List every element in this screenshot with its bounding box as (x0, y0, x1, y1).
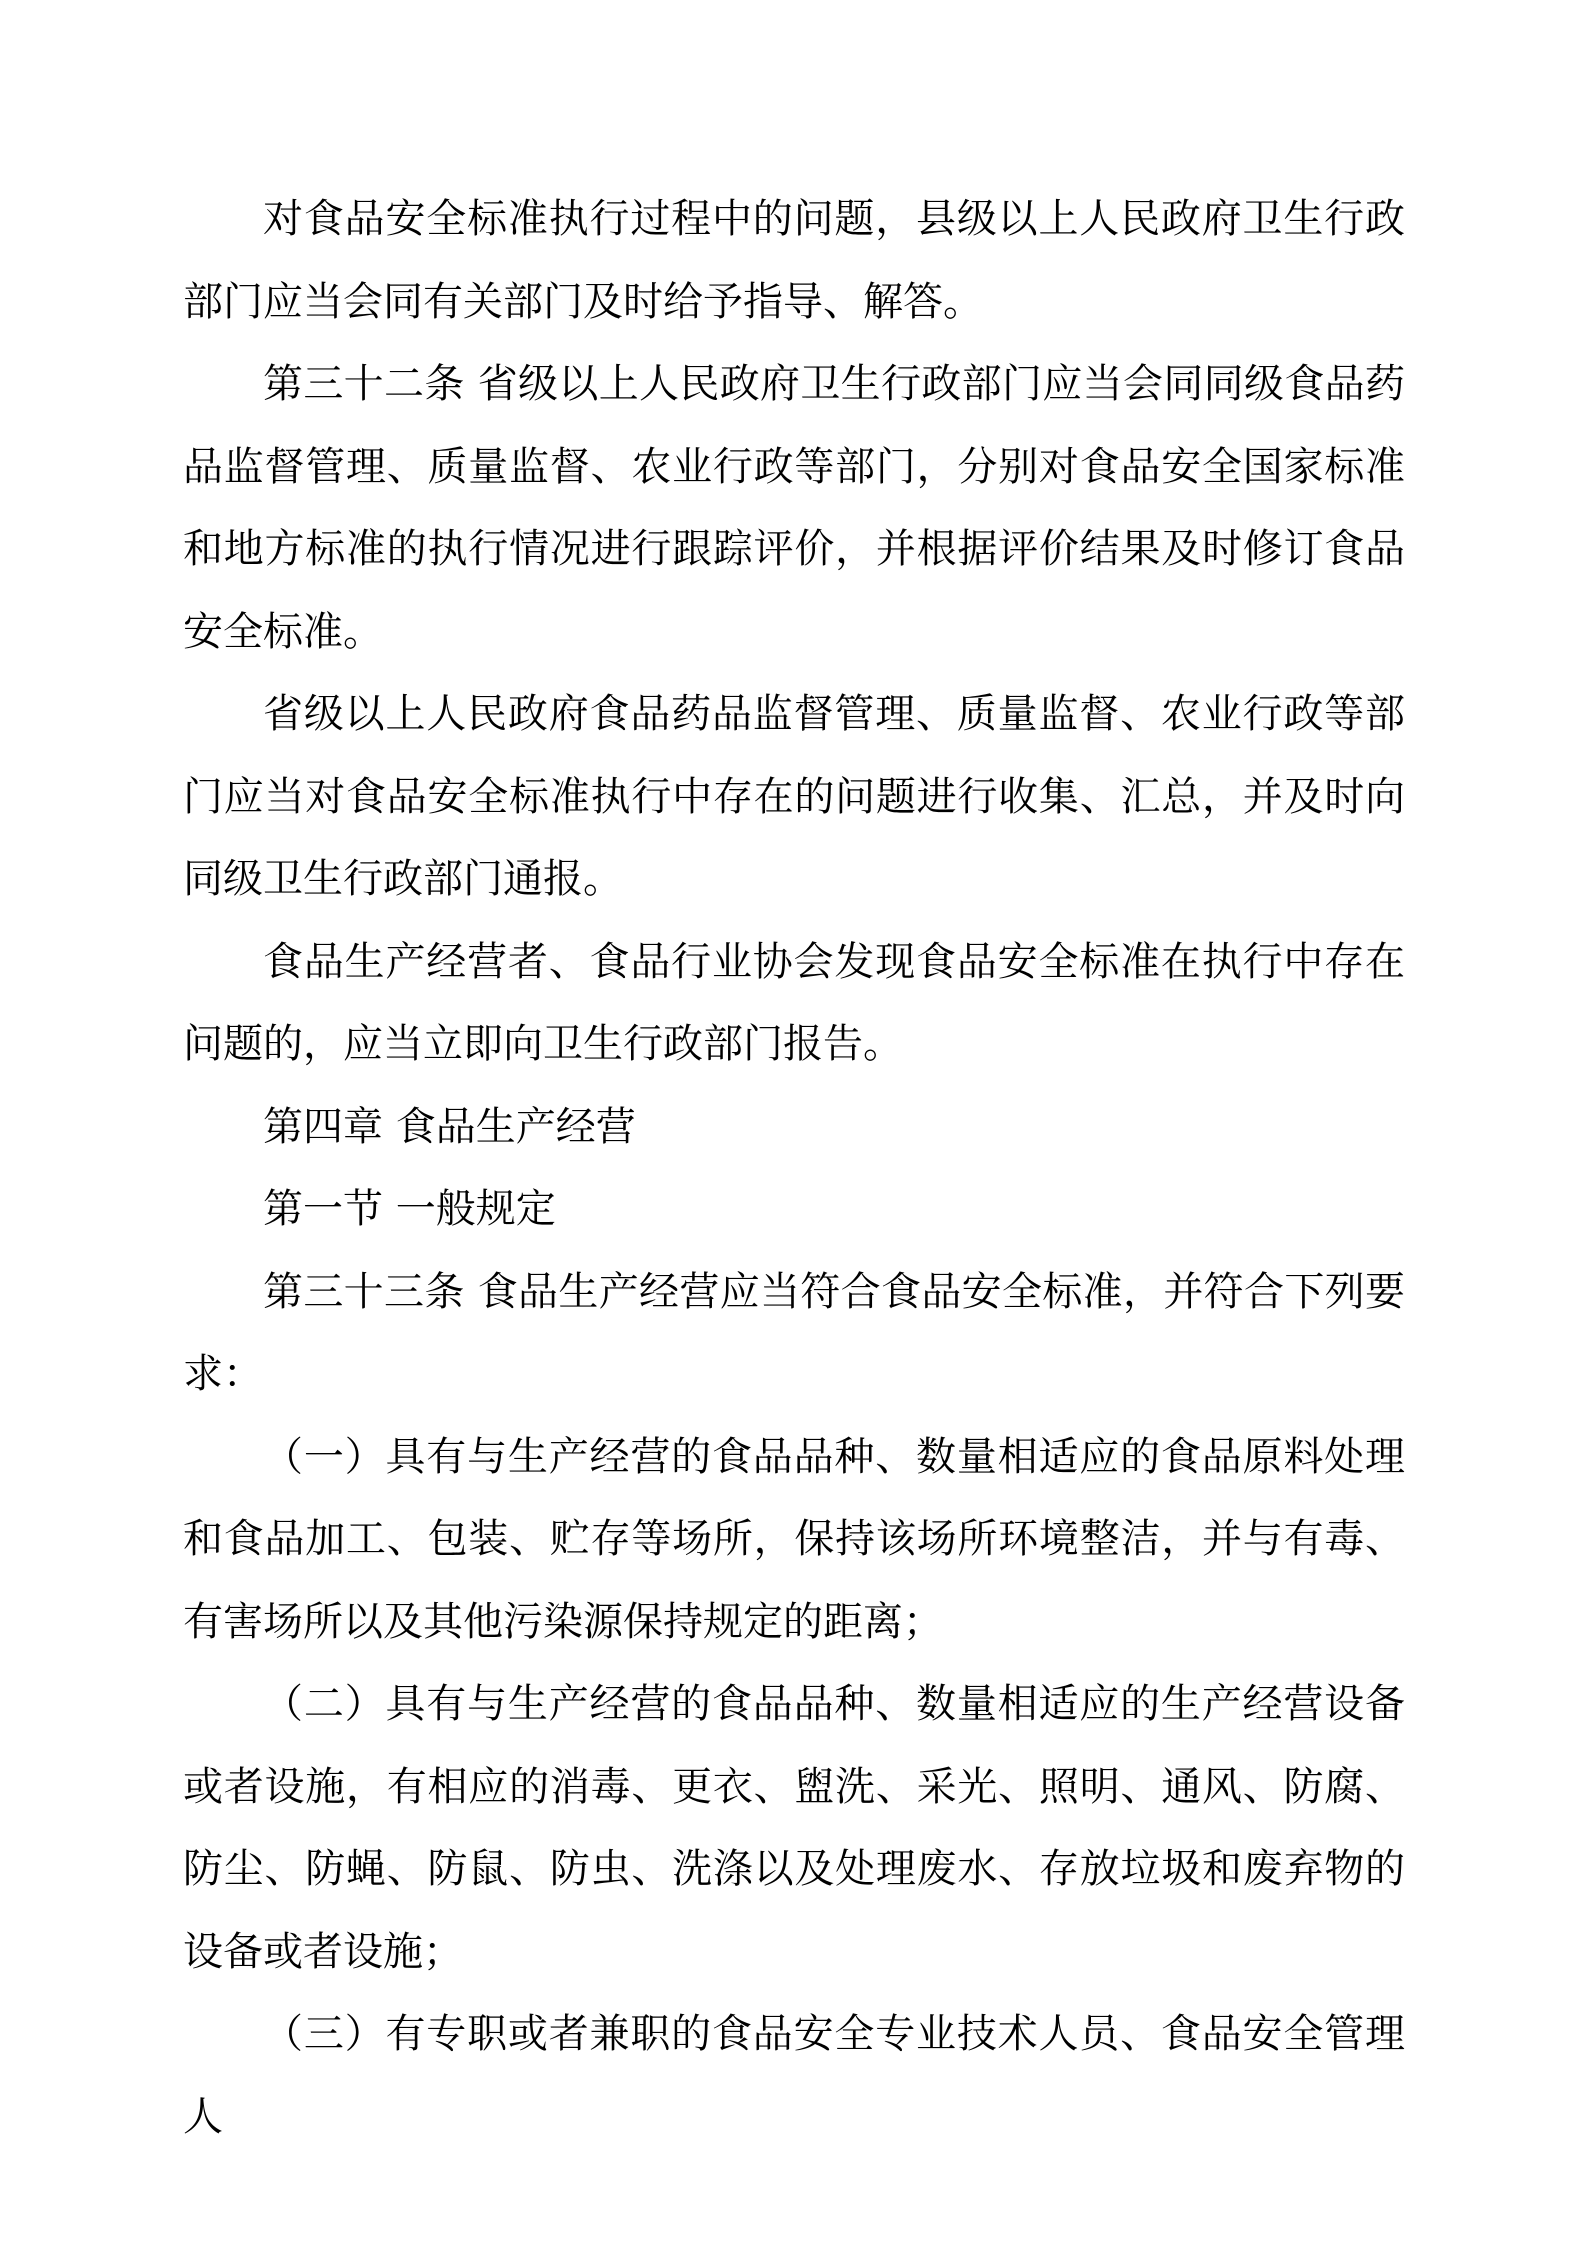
paragraph-article-32: 第三十二条 省级以上人民政府卫生行政部门应当会同同级食品药品监督管理、质量监督、农业行政等部门，分别对食品安全国家标准和地方标准的执行情况进行跟踪评价，并根据评价结果及时修订食品安全标准。 (183, 361, 1405, 655)
list-item-2: （二）具有与生产经营的食品品种、数量相适应的生产经营设备或者设施，有相应的消毒、更衣、盥洗、采光、照明、通风、防腐、防尘、防蝇、防鼠、防虫、洗涤以及处理废水、存放垃圾和废弃物的设备或者设施； (183, 1681, 1405, 1975)
paragraph-provincial-departments: 省级以上人民政府食品药品监督管理、质量监督、农业行政等部门应当对食品安全标准执行中存在的问题进行收集、汇总，并及时向同级卫生行政部门通报。 (183, 691, 1405, 902)
paragraph-producers-report: 食品生产经营者、食品行业协会发现食品安全标准在执行中存在问题的，应当立即向卫生行政部门报告。 (183, 938, 1405, 1067)
section-heading: 第一节 一般规定 (263, 1186, 556, 1232)
paragraph-article-33: 第三十三条 食品生产经营应当符合食品安全标准，并符合下列要求： (183, 1268, 1405, 1397)
document-body (183, 178, 1405, 2158)
list-item-3: （三）有专职或者兼职的食品安全专业技术人员、食品安全管理人 (183, 2011, 1405, 2140)
paragraph-standard-problems: 对食品安全标准执行过程中的问题，县级以上人民政府卫生行政部门应当会同有关部门及时给予指导、解答。 (183, 196, 1405, 325)
list-item-1: （一）具有与生产经营的食品品种、数量相适应的食品原料处理和食品加工、包装、贮存等场所，保持该场所环境整洁，并与有毒、有害场所以及其他污染源保持规定的距离； (183, 1433, 1405, 1645)
chapter-heading: 第四章 食品生产经营 (263, 1103, 636, 1150)
